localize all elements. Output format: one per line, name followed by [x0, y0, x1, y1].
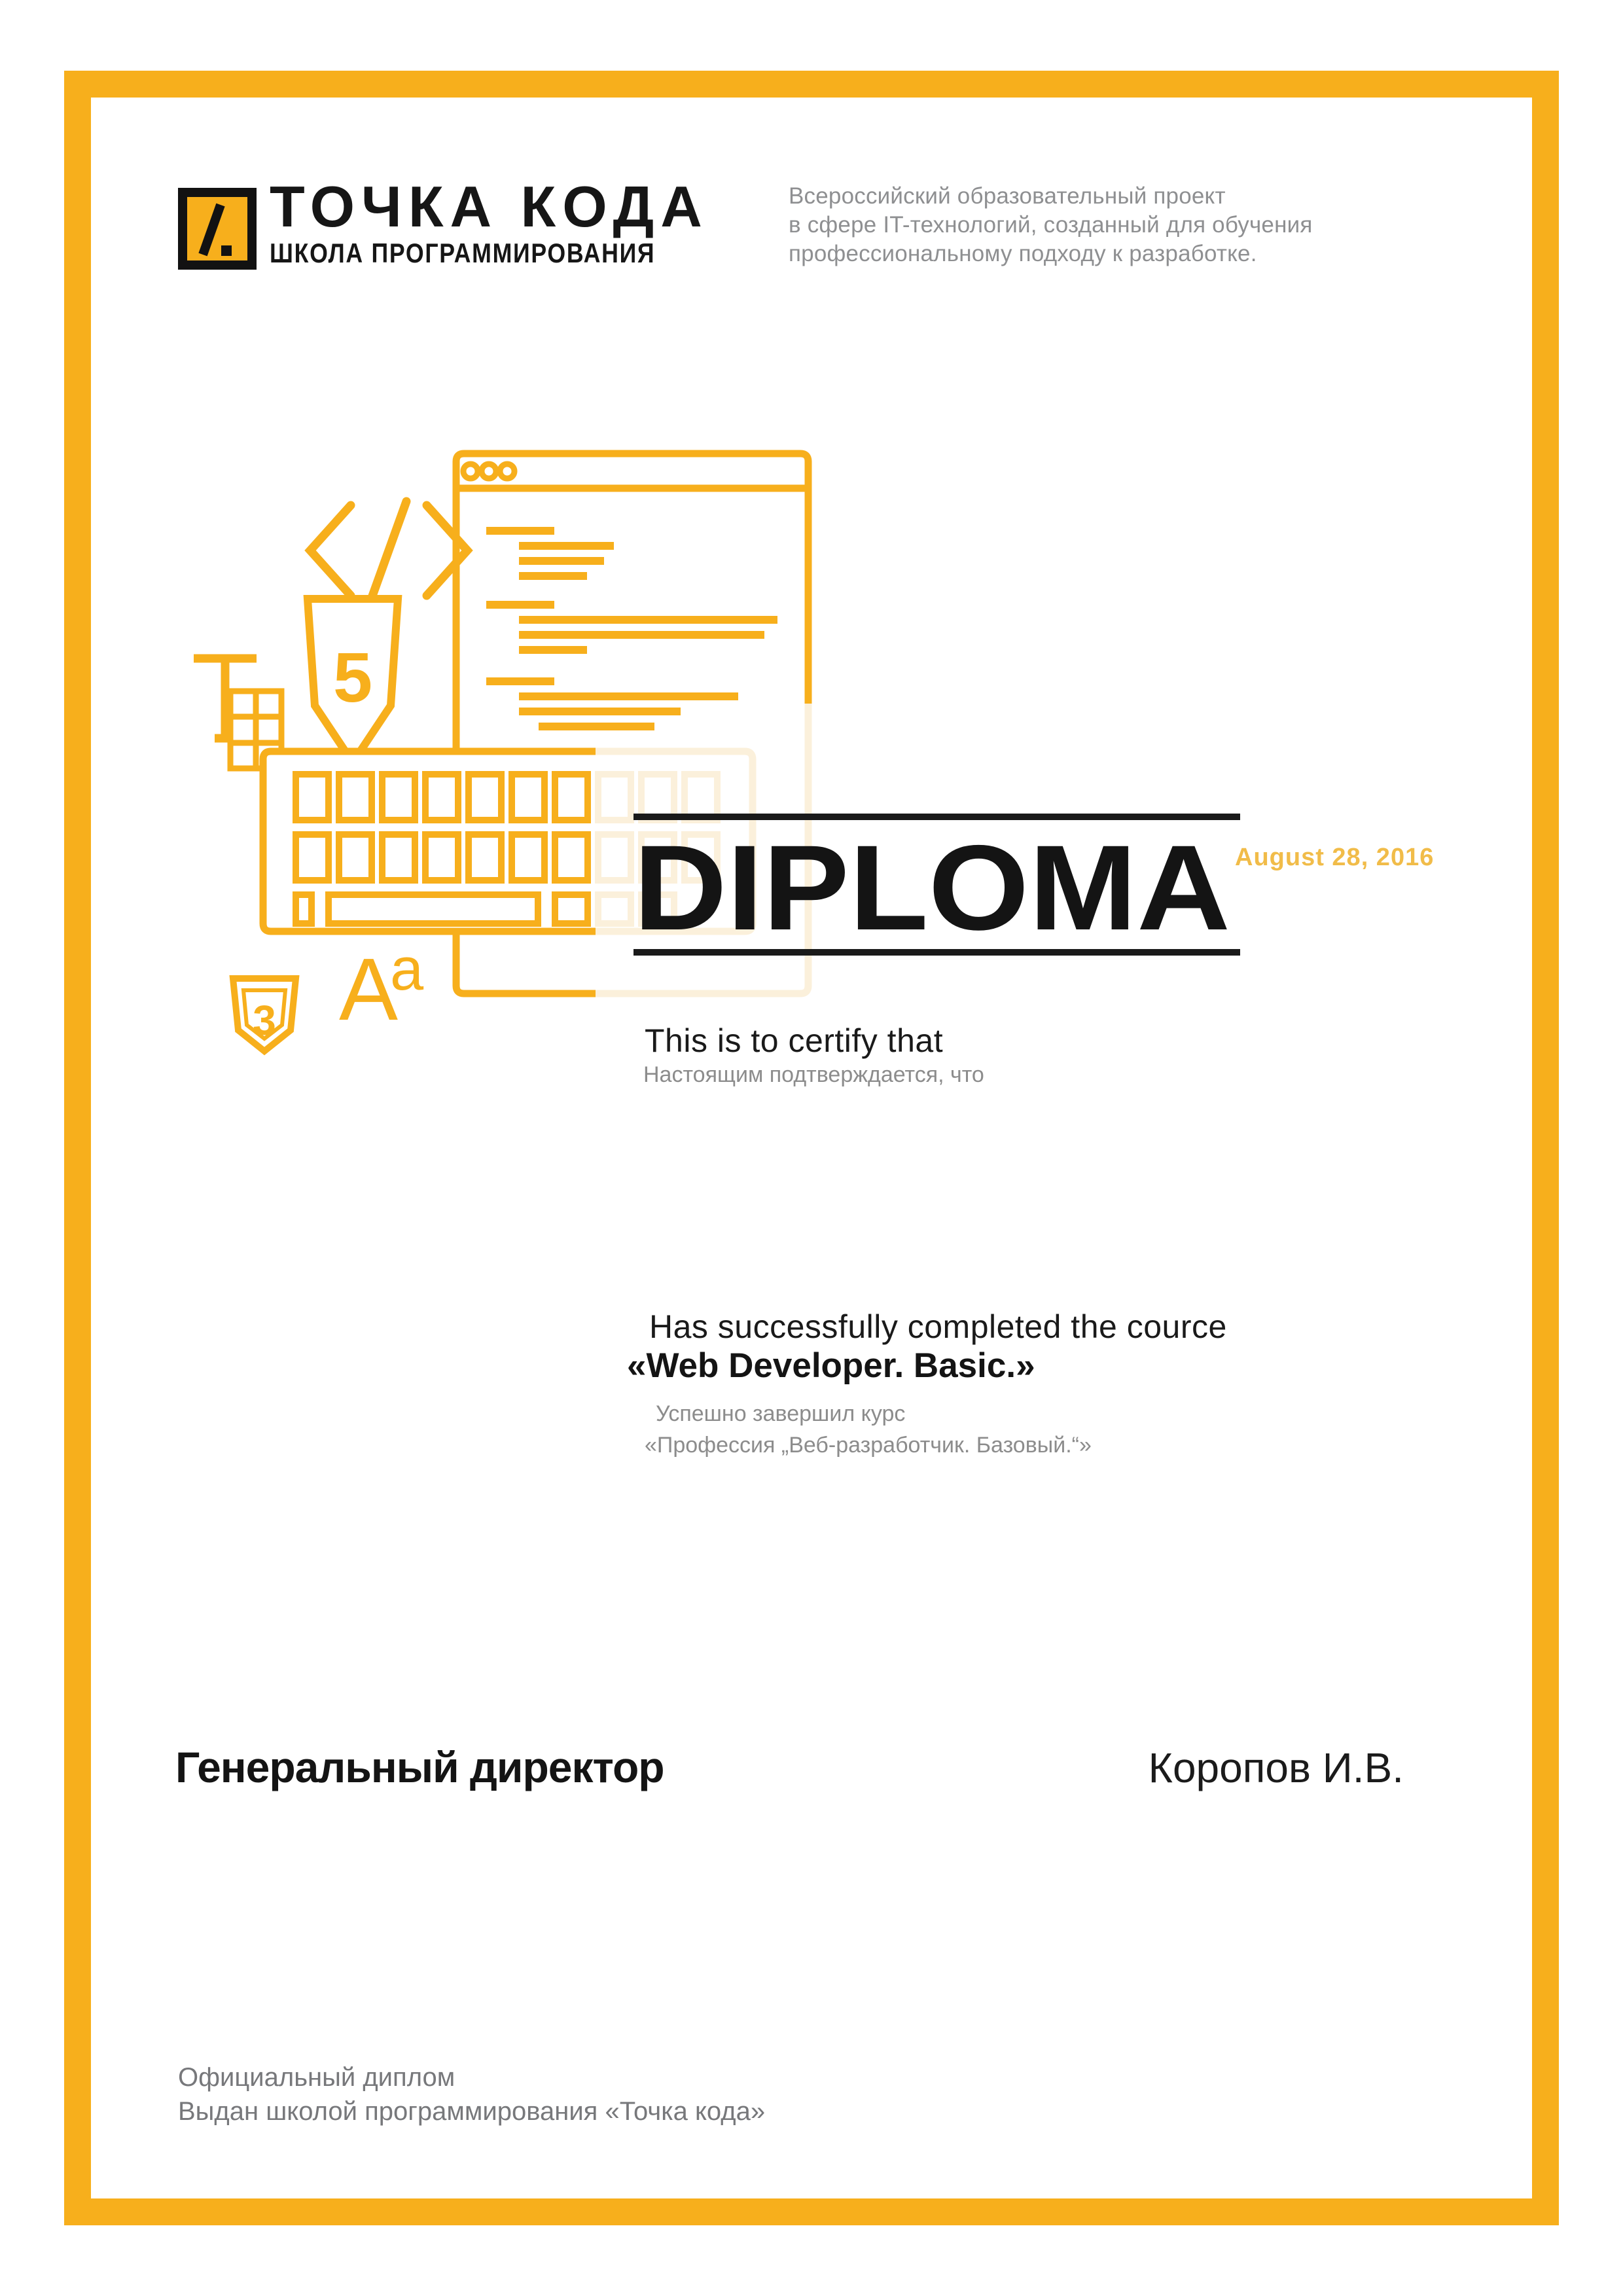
brand-name: ТОЧКА КОДА: [270, 174, 709, 239]
code-lines: [486, 527, 777, 730]
aa-cap-label: A: [339, 940, 399, 1039]
css3-label: 3: [253, 997, 276, 1044]
signature-name: Коропов И.В.: [1148, 1744, 1404, 1791]
certify-heading-en: This is to certify that: [645, 1022, 944, 1059]
certify-heading-ru: Настоящим подтверждается, что: [643, 1062, 984, 1087]
aa-small-label: a: [390, 936, 424, 1003]
course-name-ru: «Профессия „Веб-разработчик. Базовый.“»: [645, 1433, 1092, 1458]
intro-line: в сфере IT-технологий, созданный для обучения: [789, 212, 1313, 238]
html5-icon: [308, 599, 398, 762]
course-line-ru: Успешно завершил курс: [656, 1401, 906, 1426]
intro-line: профессиональному подходу к разработке.: [789, 241, 1257, 266]
code-icon: [310, 501, 467, 600]
course-name: «Web Developer. Basic.»: [627, 1346, 1035, 1385]
footer-line: Выдан школой программирования «Точка кода»: [178, 2097, 766, 2126]
diploma-date: August 28, 2016: [1235, 844, 1435, 871]
course-line-en: Has successfully completed the cource: [649, 1308, 1227, 1345]
brand-subtitle: ШКОЛА ПРОГРАММИРОВАНИЯ: [270, 238, 656, 268]
typography-icon: [339, 936, 424, 1039]
window-controls-icon: [463, 464, 514, 478]
signature-role: Генеральный директор: [175, 1743, 664, 1791]
html5-label: 5: [332, 637, 373, 717]
diploma-rule-bottom: [633, 949, 1240, 956]
intro-line: Всероссийский образовательный проект: [789, 183, 1226, 209]
css3-icon: [233, 978, 296, 1051]
diploma-title-block: [633, 841, 1236, 936]
diploma-rule-top: [633, 814, 1240, 820]
footer-line: Официальный диплом: [178, 2063, 455, 2092]
diploma-title: DIPLOMA: [633, 841, 1230, 936]
